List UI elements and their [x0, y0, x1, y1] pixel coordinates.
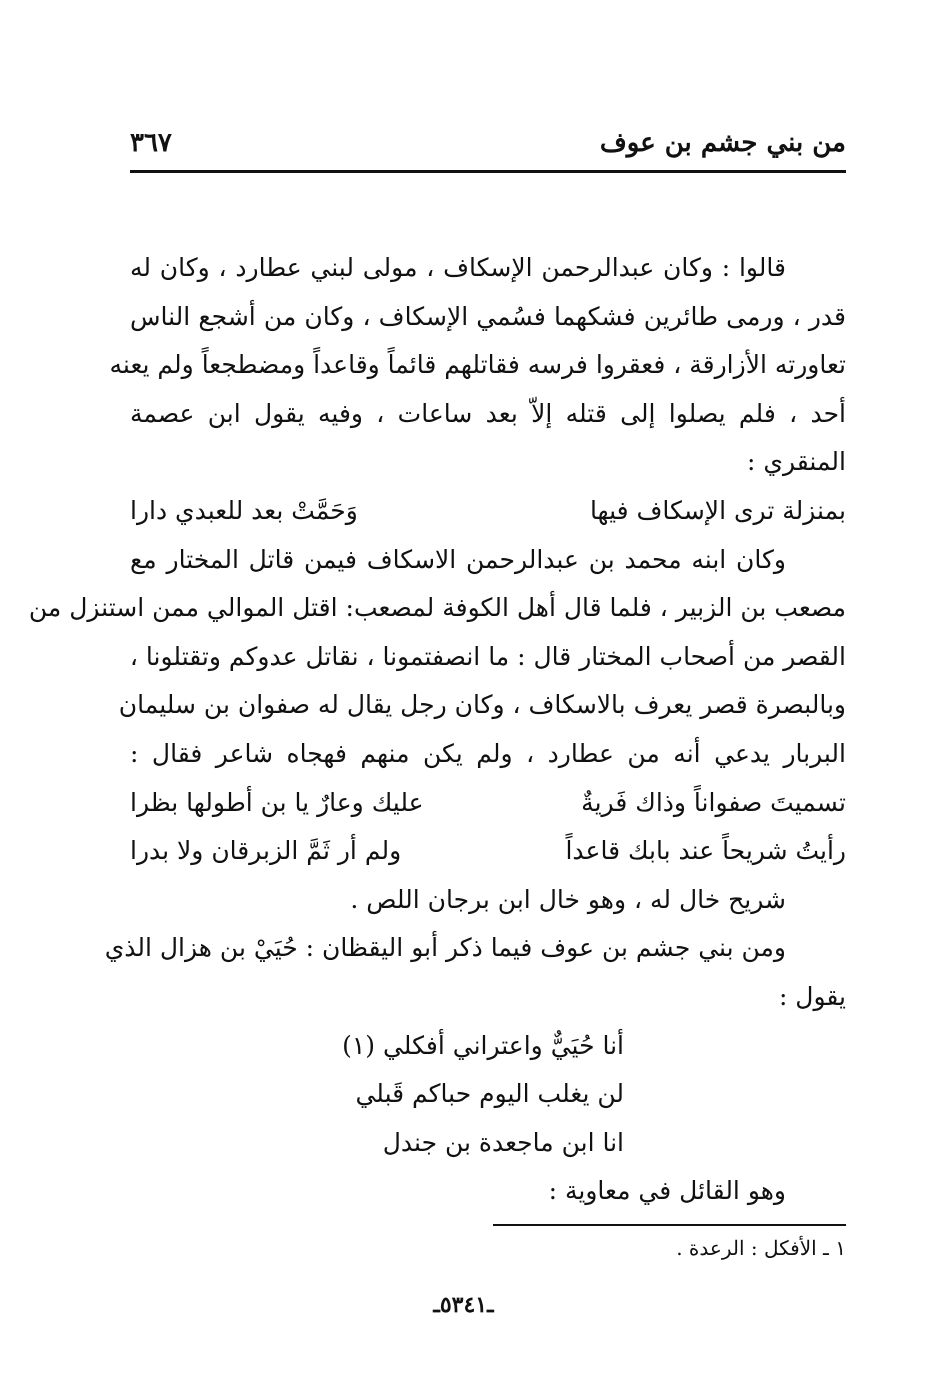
verse-second-hemistich: ولم أر ثَمَّ الزبرقان ولا بدرا	[130, 836, 402, 866]
poem-line: أنا حُيَيٌّ واعتراني أفكلي (١)	[342, 1030, 624, 1060]
verse-second-hemistich: وَحَمَّتْ بعد للعبدي دارا	[130, 495, 358, 525]
page-header	[130, 128, 846, 168]
page-number: ٣٦٧	[130, 128, 172, 158]
footnote-rule	[493, 1224, 846, 1226]
poem-line: لن يغلب اليوم حباكم قَبلي	[355, 1079, 624, 1109]
text-line: وكان ابنه محمد بن عبدالرحمن الاسكاف فيمن قاتل المختار مع	[130, 544, 786, 574]
text-line: القصر من أصحاب المختار قال : ما انصفتمونا ، نقاتل عدوكم وتقتلونا ،	[129, 641, 846, 671]
text-line: وهو القائل في معاوية :	[548, 1176, 786, 1206]
header-rule	[130, 170, 846, 173]
verse-line	[130, 779, 846, 828]
poem-line: انا ابن ماجعدة بن جندل	[382, 1127, 624, 1157]
footnote: ١ ـ الأفكل : الرعدة .	[676, 1236, 846, 1260]
text-line: ومن بني جشم بن عوف فيما ذكر أبو اليقظان : حُيَيْ بن هزال الذي	[104, 933, 786, 963]
text-line: البربار يدعي أنه من عطارد ، ولم يكن منهم فهجاه شاعر فقال :	[130, 738, 846, 768]
text-line: المنقري :	[747, 447, 846, 477]
verse-first-hemistich: تسميتَ صفواناً وذاك فَريةٌ	[581, 787, 846, 817]
verse-line	[130, 827, 846, 876]
text-line: تعاورته الأزارقة ، فعقروا فرسه فقاتلهم قائماً وقاعداً ومضطجعاً ولم يعنه	[109, 350, 846, 380]
text-line: مصعب بن الزبير ، فلما قال أهل الكوفة لمصعب: اقتل الموالي ممن استنزل من	[28, 593, 846, 623]
verse-line	[130, 487, 846, 536]
running-title: من بني جشم بن عوف	[599, 128, 846, 158]
text-line: يقول :	[778, 981, 846, 1011]
verse-first-hemistich: رأيتُ شريحاً عند بابك قاعداً	[565, 836, 846, 866]
text-line: قالوا : وكان عبدالرحمن الإسكاف ، مولى لبني عطارد ، وكان له	[130, 253, 786, 282]
text-line: شريح خال له ، وهو خال ابن برجان اللص .	[350, 884, 786, 914]
text-line: وبالبصرة قصر يعرف بالاسكاف ، وكان رجل يقال له صفوان بن سليمان	[118, 690, 846, 720]
text-line: أحد ، فلم يصلوا إلى قتله إلاّ بعد ساعات ، وفيه يقول ابن عصمة	[130, 398, 846, 428]
verse-first-hemistich: بمنزلة ترى الإسكاف فيها	[589, 495, 846, 525]
main-text	[28, 244, 846, 1216]
text-line: قدر ، ورمى طائرين فشكهما فسُمي الإسكاف ، وكان من أشجع الناس	[130, 301, 846, 331]
folio-number: ـ٥٣٤١ـ	[433, 1292, 494, 1318]
verse-second-hemistich: عليك وعارٌ يا بن أطولها بظرا	[130, 787, 424, 817]
